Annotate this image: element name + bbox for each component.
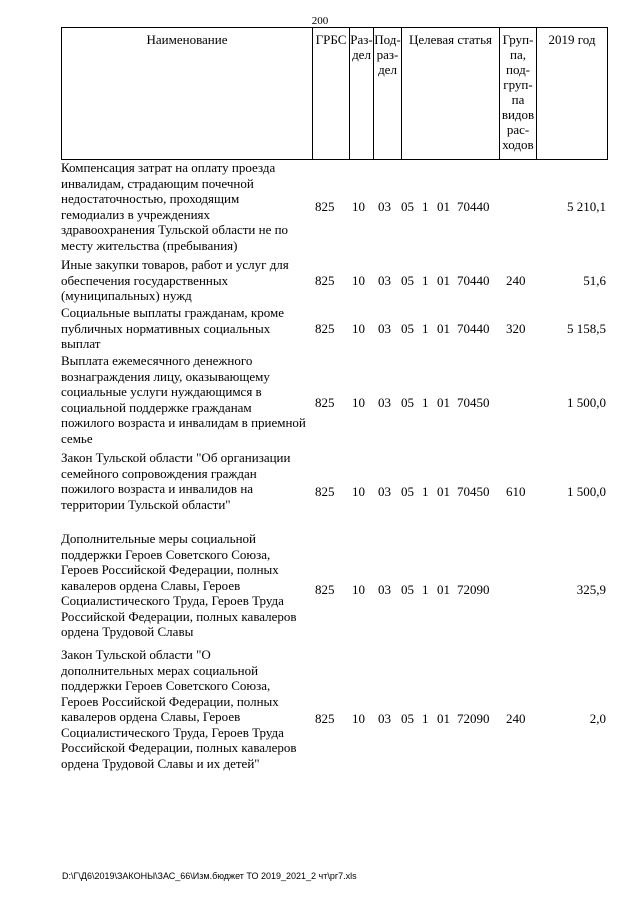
row-grbs: 825 [315,321,335,336]
row-group: 240 [506,711,526,726]
page-number: 200 [311,15,329,27]
row-razdel: 10 [352,321,365,336]
row-amount: 5 158,5 [567,321,606,336]
row-amount: 5 210,1 [567,199,606,214]
row-cs1: 05 [401,582,414,597]
row-cs2: 1 [422,199,429,214]
row-grbs: 825 [315,711,335,726]
row-grbs: 825 [315,484,335,499]
row-grbs: 825 [315,582,335,597]
row-name: Закон Тульской области "Об организации семейного сопровождения граждан пожилого возраста и инвалидов на территории Тульской области" [61,450,291,512]
row-grbs: 825 [315,395,335,410]
table-row [61,305,606,353]
row-amount: 2,0 [589,711,606,726]
header-podrazdel: Под- раз- дел [373,28,401,159]
row-cs2: 1 [422,321,429,336]
row-razdel: 10 [352,484,365,499]
row-cs4: 70450 [457,395,490,410]
row-podrazdel: 03 [378,273,391,288]
row-cs4: 70440 [457,321,490,336]
row-name: Компенсация затрат на оплату проезда инвалидам, страдающим почечной недостаточностью, проходящим гемодиализ в учреждениях здравоохранения Тульской области не по месту жительства (пребывания) [61,160,289,253]
row-group: 320 [506,321,526,336]
row-razdel: 10 [352,711,365,726]
row-cs2: 1 [422,273,429,288]
row-group: 240 [506,273,526,288]
row-cs2: 1 [422,582,429,597]
row-grbs: 825 [315,199,335,214]
header-grbs: ГРБС [312,28,349,159]
row-cs3: 01 [437,199,450,214]
row-podrazdel: 03 [378,395,391,410]
row-razdel: 10 [352,395,365,410]
header-year: 2019 год [536,28,607,159]
row-cs3: 01 [437,484,450,499]
row-cs1: 05 [401,273,414,288]
row-podrazdel: 03 [378,484,391,499]
table-header [61,27,608,160]
row-cs3: 01 [437,582,450,597]
row-cs2: 1 [422,395,429,410]
table-row [61,160,606,254]
row-podrazdel: 03 [378,582,391,597]
row-grbs: 825 [315,273,335,288]
row-razdel: 10 [352,582,365,597]
row-cs3: 01 [437,711,450,726]
row-cs2: 1 [422,484,429,499]
table-row [61,647,606,773]
row-amount: 1 500,0 [567,484,606,499]
row-cs3: 01 [437,273,450,288]
row-podrazdel: 03 [378,711,391,726]
table-row [61,257,606,305]
row-name: Дополнительные меры социальной поддержки Героев Советского Союза, Героев Российской Федерации, полных кавалеров ордена Славы, Героев Социалистического Труда, Героев Труда Российской Федерации, полных кавалеров ордена Трудовой Славы [61,531,297,639]
row-name: Закон Тульской области "О дополнительных мерах социальной поддержки Героев Советского Союза, Героев Российской Федерации, полных кавалеров ордена Славы, Героев Социалистического Труда, Героев Труда Российской Федерации, полных кавалеров ордена Трудовой Славы и их детей" [61,647,297,771]
row-podrazdel: 03 [378,321,391,336]
row-cs1: 05 [401,484,414,499]
row-name: Социальные выплаты гражданам, кроме публичных нормативных социальных выплат [61,305,284,351]
file-path-footer: D:\Г\Д6\2019\ЗАКОНЫ\ЗАС_66\Изм.бюджет ТО 2019_2021_2 чт\рг7.xls [62,871,357,881]
header-group: Груп- па, под- груп- па видов рас- ходов [499,28,536,159]
row-amount: 51,6 [583,273,606,288]
row-cs3: 01 [437,321,450,336]
row-cs1: 05 [401,711,414,726]
row-cs4: 70450 [457,484,490,499]
row-podrazdel: 03 [378,199,391,214]
row-group: 610 [506,484,526,499]
row-name: Иные закупки товаров, работ и услуг для обеспечения государственных (муниципальных) нужд [61,257,289,303]
row-cs4: 70440 [457,273,490,288]
row-cs3: 01 [437,395,450,410]
table-row [61,531,606,641]
row-name: Выплата ежемесячного денежного вознаграждения лицу, оказывающему социальные услуги нуждающимся в социальной поддержке гражданам пожилого возраста и инвалидам в приемной семье [61,353,306,446]
row-amount: 325,9 [576,582,606,597]
row-razdel: 10 [352,199,365,214]
row-cs1: 05 [401,395,414,410]
header-target: Целевая статья [401,28,499,159]
header-razdel: Раз- дел [349,28,373,159]
row-razdel: 10 [352,273,365,288]
row-cs4: 72090 [457,711,490,726]
row-cs1: 05 [401,321,414,336]
row-cs1: 05 [401,199,414,214]
header-name: Наименование [146,32,228,47]
table-row [61,353,606,447]
row-cs4: 72090 [457,582,490,597]
row-cs4: 70440 [457,199,490,214]
table-row [61,450,606,514]
row-cs2: 1 [422,711,429,726]
row-amount: 1 500,0 [567,395,606,410]
